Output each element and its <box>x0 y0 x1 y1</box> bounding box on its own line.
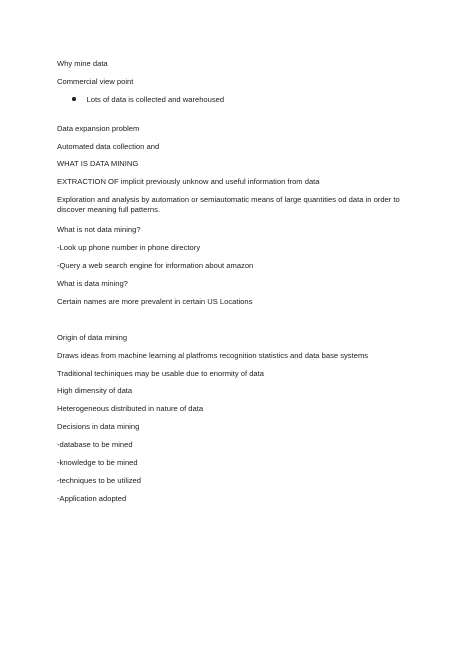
text-line-data-expansion-problem: Data expansion problem <box>57 124 140 133</box>
text-line-origin-of-data-mining: Origin of data mining <box>57 333 128 342</box>
bullet-text: Lots of data is collected and warehoused <box>86 95 225 104</box>
text-line-certain-names: Certain names are more prevalent in certain US Locations <box>57 297 253 306</box>
text-line-automated-collection: Automated data collection and <box>57 142 160 151</box>
bullet-icon <box>72 97 76 101</box>
text-line-web-search: -Query a web search engine for information about amazon <box>57 261 254 270</box>
text-line-database-mined: -database to be mined <box>57 440 133 449</box>
text-line-traditional-techniques: Traditional techiniques may be usable due to enormity of data <box>57 369 264 378</box>
text-line-decisions: Decisions in data mining <box>57 422 140 431</box>
text-line-draws-ideas: Draws ideas from machine learning al platfroms recognition statistics and data base systems <box>57 351 369 360</box>
text-line-application-adopted: -Application adopted <box>57 494 127 503</box>
text-line-high-dimensity: High dimensity of data <box>57 386 133 395</box>
text-line-what-is-data-mining-question: What is data mining? <box>57 279 128 288</box>
text-line-what-is-data-mining: WHAT IS DATA MINING <box>57 159 139 168</box>
text-paragraph-exploration: Exploration and analysis by automation or semiautomatic means of large quantities od data in order to discover meaning full patterns. <box>57 195 400 214</box>
text-line-techniques-utilized: -techniques to be utilized <box>57 476 142 485</box>
bullet-list-item <box>72 95 224 105</box>
text-line-commercial-view-point: Commercial view point <box>57 77 134 86</box>
text-line-what-is-not-data-mining: What is not data mining? <box>57 225 141 234</box>
text-line-extraction: EXTRACTION OF implicit previously unknow and useful information from data <box>57 177 320 186</box>
text-line-phone-lookup: -Look up phone number in phone directory <box>57 243 201 252</box>
text-line-knowledge-mined: -knowledge to be mined <box>57 458 138 467</box>
text-line-heterogeneous: Heterogeneous distributed in nature of data <box>57 404 204 413</box>
text-line-why-mine-data: Why mine data <box>57 59 108 68</box>
